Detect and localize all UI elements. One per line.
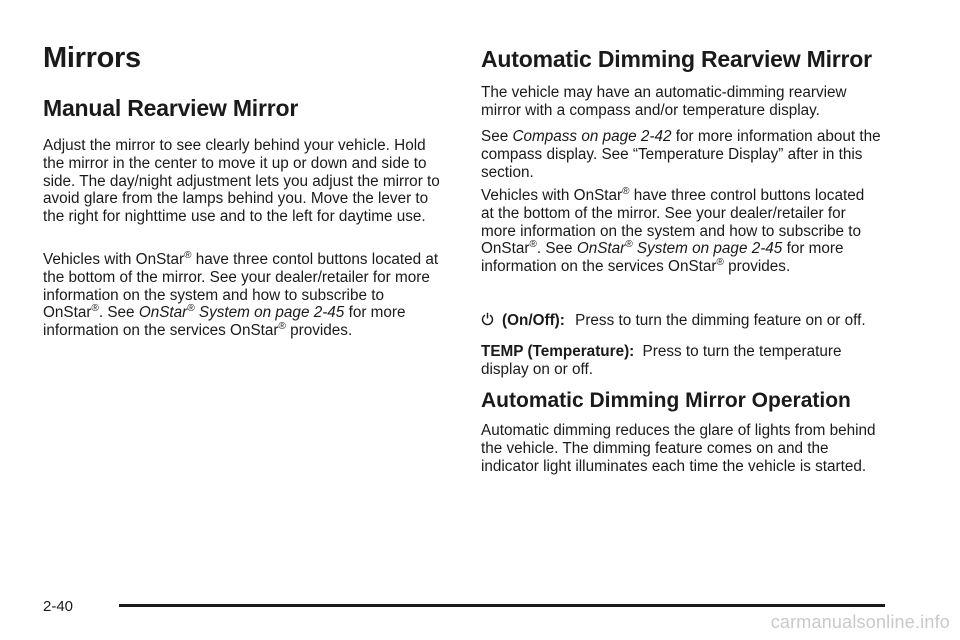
page-number: 2-40	[43, 598, 74, 615]
dimming-operation-paragraph: Automatic dimming reduces the glare of lights from behind the vehicle. The dimming feature comes on and the indicator light illuminates each time the vehicle is started.	[481, 422, 876, 475]
manual-onstar-paragraph: Vehicles with OnStar® have three contol buttons located at the bottom of the mirror. See your dealer/retailer for more information on the system and how to subscribe to OnStar®. See OnStar® System on page 2-45 for more information on the services OnStar® provides.	[43, 250, 439, 340]
manual-mirror-paragraph: Adjust the mirror to see clearly behind your vehicle. Hold the mirror in the center to move it up or down and side to side. The day/night adjustment lets you adjust the mirror to avoid glare from the lamps behind you. Move the lever to the right for nighttime use and to the left for daytime use.	[43, 137, 440, 226]
registered-mark: ®	[529, 239, 537, 251]
onstar-system-link[interactable]: OnStar® System on page 2-45	[576, 239, 783, 258]
footer-divider	[119, 604, 885, 607]
page-title: Mirrors	[43, 42, 141, 74]
temp-label: TEMP (Temperature):	[481, 343, 635, 360]
auto-onstar-paragraph: Vehicles with OnStar® have three control buttons located at the bottom of the mirror. See your dealer/retailer for more information on the system and how to subscribe to OnStar®. See OnStar® System on page 2-45 for more information on the services OnStar® provides.	[481, 186, 865, 276]
registered-mark: ®	[622, 186, 630, 197]
registered-mark: ®	[184, 250, 192, 261]
registered-mark: ®	[716, 257, 724, 269]
onoff-label: (On/Off):	[502, 312, 565, 329]
auto-dimming-intro-paragraph: The vehicle may have an automatic-dimming rearview mirror with a compass and/or temperature display.	[481, 84, 847, 119]
subheading-dimming-operation: Automatic Dimming Mirror Operation	[481, 389, 851, 412]
temp-button-description: TEMP (Temperature): Press to turn the temperature display on or off.	[481, 343, 842, 378]
section-heading-auto-dimming-mirror: Automatic Dimming Rearview Mirror	[481, 46, 872, 72]
compass-link[interactable]: Compass on page 2-42	[512, 128, 672, 145]
watermark: carmanualsonline.info	[770, 612, 950, 632]
onoff-button-description: (On/Off): Press to turn the dimming feature on or off.	[481, 312, 901, 330]
section-heading-manual-mirror: Manual Rearview Mirror	[43, 95, 299, 121]
onstar-system-link[interactable]: OnStar® System on page 2-45	[138, 303, 345, 322]
power-icon	[481, 312, 494, 326]
registered-mark: ®	[278, 321, 286, 333]
compass-paragraph: See Compass on page 2-42 for more information about the compass display. See “Temperature Display” after in this section.	[481, 128, 881, 181]
registered-mark: ®	[91, 303, 99, 315]
